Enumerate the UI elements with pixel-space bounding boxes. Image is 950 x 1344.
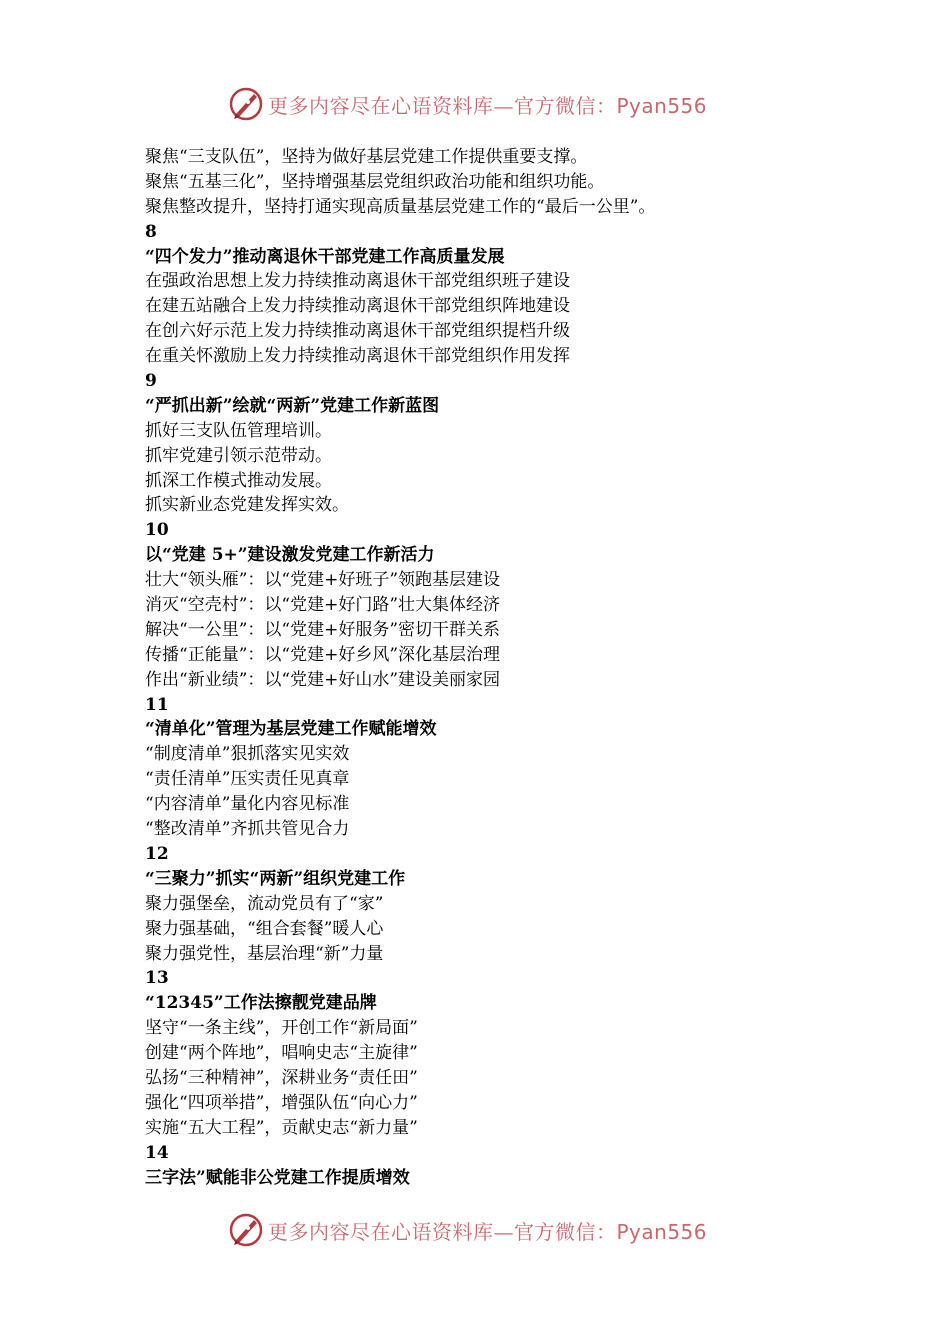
watermark-text: 更多内容尽在心语资料库—官方微信：Pyan556 — [268, 93, 708, 118]
body-line: 聚力强堡垒，流动党员有了“家” — [145, 893, 384, 914]
footer-watermark — [228, 1210, 707, 1250]
section-heading: 以“党建 5+”建设激发党建工作新活力 — [145, 545, 435, 566]
body-line: 聚焦“五基三化”，坚持增强基层党组织政治功能和组织功能。 — [145, 171, 605, 192]
body-line: 抓实新业态党建发挥实效。 — [145, 495, 349, 516]
section-heading: “12345”工作法擦靓党建品牌 — [145, 993, 377, 1014]
body-line: 强化“四项举措”，增强队伍“向心力” — [145, 1092, 418, 1113]
document-body — [145, 145, 865, 1190]
body-line: 消灭“空壳村”：以“党建+好门路”壮大集体经济 — [145, 595, 501, 616]
pen-logo-icon — [228, 86, 264, 122]
section-number: 9 — [145, 371, 157, 392]
watermark-text: 更多内容尽在心语资料库—官方微信：Pyan556 — [268, 1219, 708, 1244]
body-line: “制度清单”狠抓落实见实效 — [145, 744, 350, 765]
body-line: “责任清单”压实责任见真章 — [145, 769, 350, 790]
body-line: 在建五站融合上发力持续推动离退休干部党组织阵地建设 — [145, 296, 570, 317]
body-line: 作出“新业绩”：以“党建+好山水”建设美丽家园 — [145, 669, 501, 690]
body-line: 聚力强基础，“组合套餐”暖人心 — [145, 918, 384, 939]
body-line: 抓深工作模式推动发展。 — [145, 470, 332, 491]
section-number: 10 — [145, 520, 169, 541]
body-line: “内容清单”量化内容见标准 — [145, 794, 350, 815]
section-number: 8 — [145, 221, 157, 242]
body-line: 抓好三支队伍管理培训。 — [145, 420, 332, 441]
body-line: 传播“正能量”：以“党建+好乡风”深化基层治理 — [145, 644, 501, 665]
pen-logo-icon — [228, 1212, 264, 1248]
body-line: 在强政治思想上发力持续推动离退休干部党组织班子建设 — [145, 271, 570, 292]
body-line: 抓牢党建引领示范带动。 — [145, 445, 332, 466]
body-line: 壮大“领头雁”：以“党建+好班子”领跑基层建设 — [145, 570, 501, 591]
section-heading: 三字法”赋能非公党建工作提质增效 — [145, 1167, 410, 1188]
section-heading: “三聚力”抓实“两新”组织党建工作 — [145, 868, 406, 889]
section-heading: “清单化”管理为基层党建工作赋能增效 — [145, 719, 437, 740]
section-number: 12 — [145, 843, 169, 864]
header-watermark — [228, 84, 707, 124]
body-line: 弘扬“三种精神”，深耕业务“责任田” — [145, 1067, 418, 1088]
section-number: 14 — [145, 1142, 169, 1163]
body-line: 聚焦“三支队伍”，坚持为做好基层党建工作提供重要支撑。 — [145, 147, 588, 167]
body-line: 聚力强党性，基层治理“新”力量 — [145, 943, 384, 964]
section-number: 13 — [145, 968, 169, 989]
body-line: “整改清单”齐抓共管见合力 — [145, 819, 350, 840]
body-line: 在创六好示范上发力持续推动离退休干部党组织提档升级 — [145, 321, 570, 342]
body-line: 坚守“一条主线”，开创工作“新局面” — [145, 1018, 418, 1039]
body-line: 创建“两个阵地”，唱响史志“主旋律” — [145, 1043, 418, 1064]
section-number: 11 — [145, 694, 169, 715]
section-heading: “严抓出新”绘就“两新”党建工作新蓝图 — [145, 395, 440, 416]
section-heading: “四个发力”推动离退休干部党建工作高质量发展 — [145, 246, 505, 267]
body-line: 聚焦整改提升，坚持打通实现高质量基层党建工作的“最后一公里”。 — [145, 196, 656, 217]
body-line: 在重关怀激励上发力持续推动离退休干部党组织作用发挥 — [145, 346, 570, 367]
body-line: 解决“一公里”：以“党建+好服务”密切干群关系 — [145, 619, 501, 640]
body-line: 实施“五大工程”，贡献史志“新力量” — [145, 1117, 418, 1138]
